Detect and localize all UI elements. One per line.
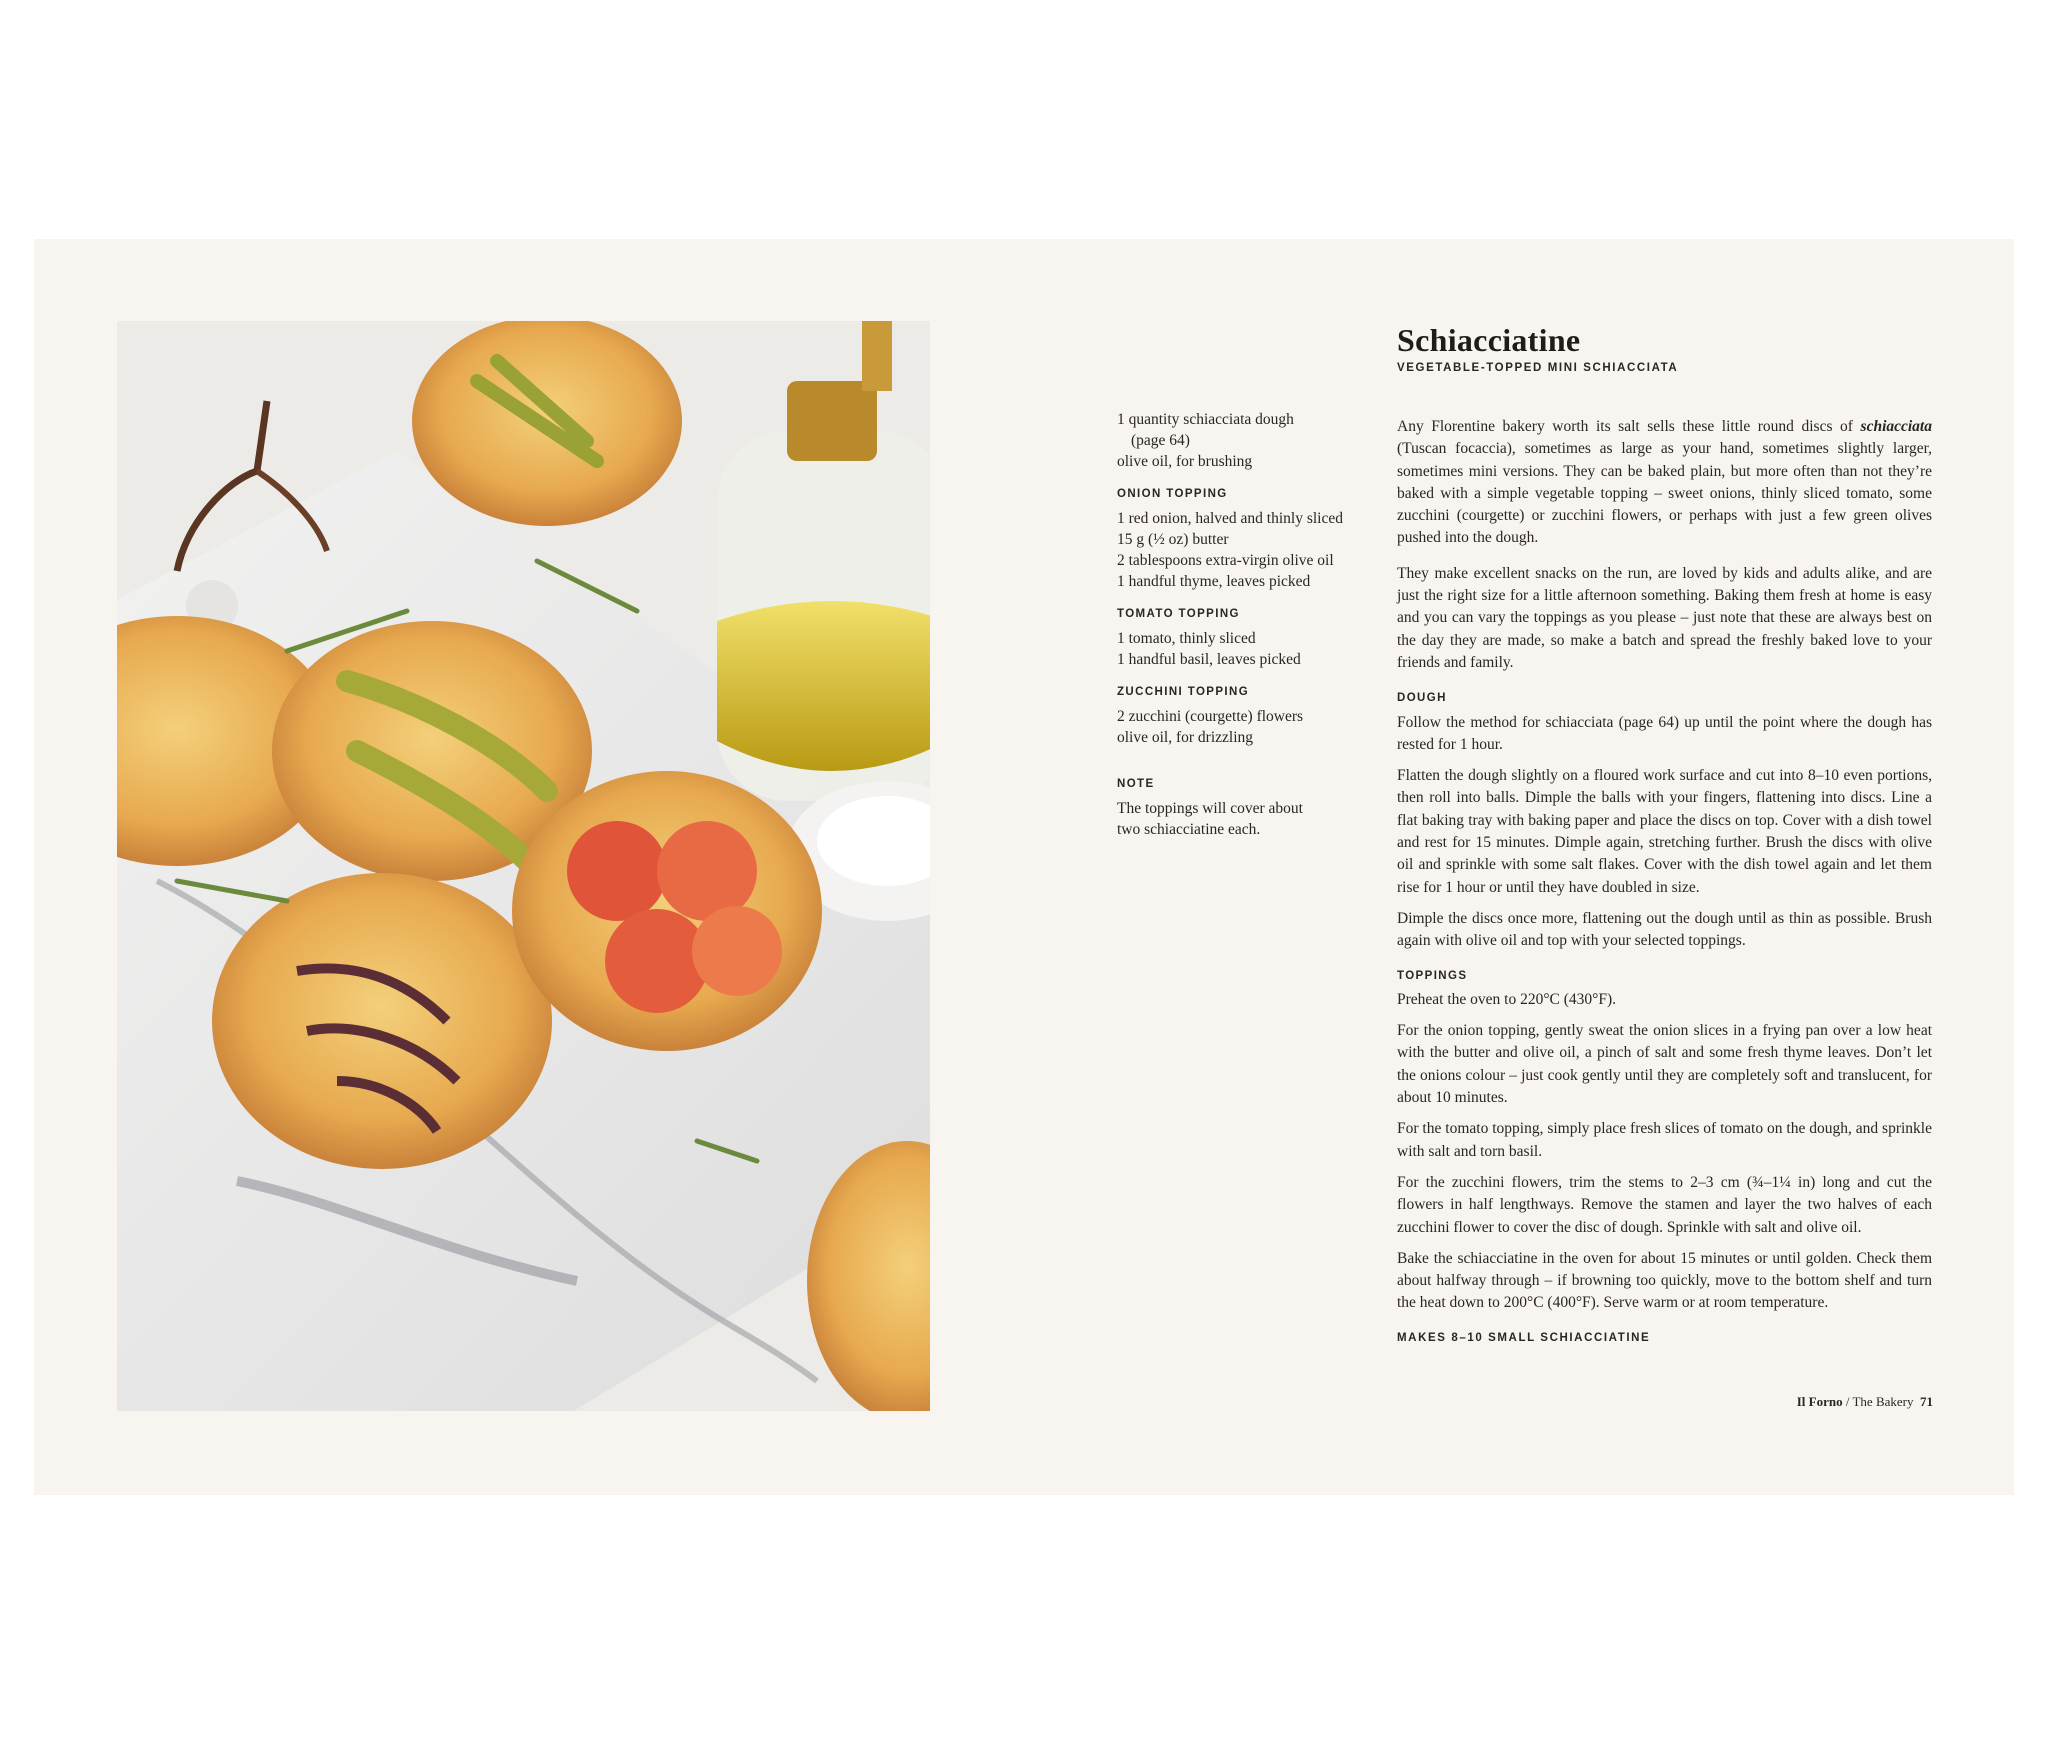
ingredient-item: 2 zucchini (courgette) flowers bbox=[1117, 708, 1304, 725]
ingredient-item: 1 quantity schiacciata dough bbox=[1117, 411, 1294, 428]
dough-heading: DOUGH bbox=[1397, 692, 1447, 705]
ingredient-item: olive oil, for brushing bbox=[1117, 453, 1253, 470]
ingredient-item: 1 handful basil, leaves picked bbox=[1117, 651, 1301, 668]
yield-text: MAKES 8–10 SMALL SCHIACCIATINE bbox=[1397, 1331, 1651, 1344]
note-line: The toppings will cover about bbox=[1117, 800, 1303, 817]
tomato-topping-heading: TOMATO TOPPING bbox=[1117, 608, 1240, 620]
book-spread bbox=[34, 239, 2014, 1495]
intro-paragraph bbox=[1397, 416, 1932, 550]
footer-separator: / bbox=[1842, 1394, 1853, 1409]
zucchini-topping-heading: ZUCCHINI TOPPING bbox=[1117, 686, 1250, 698]
ingredient-item: 2 tablespoons extra-virgin olive oil bbox=[1117, 552, 1334, 569]
recipe-body bbox=[1397, 416, 1932, 1349]
chapter-name: Il Forno bbox=[1796, 1394, 1843, 1409]
ingredient-item: 1 red onion, halved and thinly sliced bbox=[1117, 510, 1343, 527]
zucchini-ingredients bbox=[1117, 706, 1387, 748]
onion-topping-heading: ONION TOPPING bbox=[1117, 488, 1228, 500]
recipe-title: Schiacciatine bbox=[1397, 322, 1581, 358]
onion-ingredients bbox=[1117, 508, 1387, 592]
page-footer bbox=[1797, 1394, 1933, 1410]
recipe-subtitle: VEGETABLE-TOPPED MINI SCHIACCIATA bbox=[1397, 362, 1679, 374]
ingredient-item: olive oil, for drizzling bbox=[1117, 729, 1254, 746]
note-line: two schiacciatine each. bbox=[1117, 821, 1261, 838]
ingredient-item: (page 64) bbox=[1131, 432, 1190, 449]
ingredient-item: 15 g (½ oz) butter bbox=[1117, 531, 1229, 548]
ingredient-list bbox=[1117, 409, 1387, 840]
note-text bbox=[1117, 798, 1387, 840]
method-paragraph: For the zucchini flowers, trim the stems to 2–3 cm (¾–1¼ in) long and cut the flowers in half lengthways. Remove the stamen and layer the two halves of each zucchini flower to cover the disc of dough. Sprinkle with salt and olive oil. bbox=[1397, 1173, 1932, 1236]
intro-text: (Tuscan focaccia), sometimes as large as your hand, sometimes slightly larger, sometimes mini versions. They can be baked plain, but more often than not they’re baked with a simple vegetable topping – sweet onions, thinly sliced tomato, some zucchini (courgette) or zucchini flowers, or perhaps with just a few green olives pushed into the dough. bbox=[1397, 440, 1932, 547]
method-paragraph: For the onion topping, gently sweat the onion slices in a frying pan over a low heat with the butter and olive oil, a pinch of salt and some fresh thyme leaves. Don’t let the onions colour – just cook gently until they are completely soft and translucent, for about 10 minutes. bbox=[1397, 1022, 1932, 1107]
food-photo bbox=[117, 321, 930, 1411]
schiacciatine-illustration bbox=[117, 321, 930, 1411]
method-paragraph: Dimple the discs once more, flattening out the dough until as thin as possible. Brush again with olive oil and top with your selected toppings. bbox=[1397, 909, 1932, 950]
toppings-heading: TOPPINGS bbox=[1397, 969, 1468, 982]
page-number: 71 bbox=[1920, 1394, 1933, 1409]
section-name: The Bakery bbox=[1852, 1394, 1914, 1409]
method-paragraph: Follow the method for schiacciata (page 64) up until the point where the dough has rested for 1 hour. bbox=[1397, 713, 1932, 753]
method-paragraph: Preheat the oven to 220°C (430°F). bbox=[1397, 990, 1617, 1008]
recipe-method bbox=[1397, 321, 1932, 1349]
intro-text: Any Florentine bakery worth its salt sells these little round discs of bbox=[1397, 418, 1861, 435]
tomato-ingredients bbox=[1117, 628, 1387, 670]
method-paragraph: Flatten the dough slightly on a floured work surface and cut into 8–10 even portions, then roll into balls. Dimple the balls with your fingers, flattening into discs. Line a flat baking tray with baking paper and place the discs on top. Cover with a dish towel and rest for 15 minutes. Dimple again, stretching further. Brush the discs with olive oil and sprinkle with some salt flakes. Cover with the dish towel again and let them rise for 1 hour or until they have doubled in size. bbox=[1397, 767, 1932, 896]
ingredient-item: 1 handful thyme, leaves picked bbox=[1117, 573, 1311, 590]
method-paragraph: For the tomato topping, simply place fresh slices of tomato on the dough, and sprinkle with salt and torn basil. bbox=[1397, 1120, 1932, 1160]
base-ingredients bbox=[1117, 409, 1387, 472]
intro-emphasis: schiacciata bbox=[1860, 418, 1932, 435]
method-paragraph: Bake the schiacciatine in the oven for about 15 minutes or until golden. Check them about halfway through – if browning too quickly, move to the bottom shelf and turn the heat down to 200°C (400°F). Serve warm or at room temperature. bbox=[1397, 1249, 1932, 1312]
note-heading: NOTE bbox=[1117, 778, 1155, 790]
ingredient-item: 1 tomato, thinly sliced bbox=[1117, 630, 1256, 647]
intro-paragraph: They make excellent snacks on the run, are loved by kids and adults alike, and are just the right size for a little afternoon something. Baking them fresh at home is easy and you can vary the toppings as you please – just note that these are always best on the day they are made, so make a batch and spread the freshly baked love to your friends and family. bbox=[1397, 564, 1932, 671]
